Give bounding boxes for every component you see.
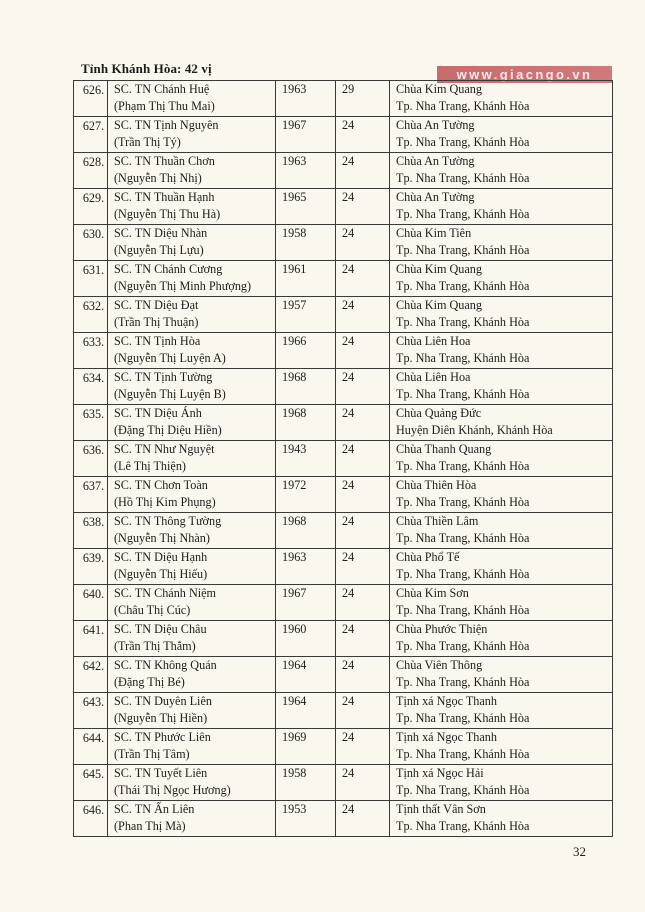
location: Tp. Nha Trang, Khánh Hòa [396, 351, 530, 366]
birth-year: 1967 [282, 118, 307, 132]
age-value: 24 [342, 226, 355, 240]
birth-year-cell [276, 765, 336, 801]
watermark-logo: www.giacngo.vn [437, 66, 612, 83]
birth-year-cell [276, 549, 336, 585]
table-row [74, 261, 613, 297]
name-cell [108, 225, 276, 261]
religious-name: SC. TN Chơn Toàn [114, 478, 208, 492]
religious-name: SC. TN Thuần Chơn [114, 154, 215, 168]
entry-number-cell [74, 189, 108, 225]
entry-number-cell [74, 513, 108, 549]
age-value: 24 [342, 154, 355, 168]
name-cell [108, 369, 276, 405]
birth-year: 1963 [282, 550, 307, 564]
table-row [74, 693, 613, 729]
age-value: 24 [342, 298, 355, 312]
birth-year-cell [276, 585, 336, 621]
birth-year-cell [276, 225, 336, 261]
birth-year-cell [276, 801, 336, 837]
age-value: 24 [342, 262, 355, 276]
birth-year-cell [276, 657, 336, 693]
entry-number: 641. [82, 623, 105, 637]
temple-name: Tịnh xá Ngọc Hải [396, 766, 484, 780]
age-value: 24 [342, 406, 355, 420]
religious-name: SC. TN Tuyết Liên [114, 766, 208, 780]
religious-name: SC. TN Chánh Niệm [114, 586, 217, 600]
name-cell [108, 189, 276, 225]
name-cell [108, 81, 276, 117]
age-cell [336, 225, 390, 261]
entry-number-cell [74, 765, 108, 801]
table-row [74, 549, 613, 585]
name-cell [108, 549, 276, 585]
entry-number: 640. [82, 587, 105, 601]
entry-number: 633. [82, 335, 105, 349]
entry-number-cell [74, 441, 108, 477]
age-cell [336, 477, 390, 513]
age-value: 24 [342, 370, 355, 384]
entry-number: 626. [82, 83, 105, 97]
lay-name: (Châu Thị Cúc) [114, 603, 191, 618]
birth-year: 1966 [282, 334, 307, 348]
place-cell [390, 189, 613, 225]
location: Tp. Nha Trang, Khánh Hòa [396, 387, 530, 402]
lay-name: (Trần Thị Tâm) [114, 747, 190, 762]
birth-year: 1968 [282, 406, 307, 420]
place-cell [390, 225, 613, 261]
name-cell [108, 117, 276, 153]
age-value: 24 [342, 334, 355, 348]
name-cell [108, 585, 276, 621]
lay-name: (Lê Thị Thiện) [114, 459, 186, 474]
name-cell [108, 477, 276, 513]
religious-name: SC. TN Diệu Đạt [114, 298, 199, 312]
name-cell [108, 693, 276, 729]
entry-number: 642. [82, 659, 105, 673]
table-row [74, 585, 613, 621]
location: Tp. Nha Trang, Khánh Hòa [396, 171, 530, 186]
entry-number-cell [74, 81, 108, 117]
table-row [74, 333, 613, 369]
lay-name: (Thái Thị Ngọc Hương) [114, 783, 231, 798]
table-row [74, 441, 613, 477]
name-cell [108, 297, 276, 333]
age-cell [336, 117, 390, 153]
location: Tp. Nha Trang, Khánh Hòa [396, 819, 530, 834]
age-cell [336, 513, 390, 549]
lay-name: (Nguyễn Thị Luyện A) [114, 351, 226, 366]
entry-number: 646. [82, 803, 105, 817]
location: Tp. Nha Trang, Khánh Hòa [396, 711, 530, 726]
name-cell [108, 801, 276, 837]
entry-number-cell [74, 153, 108, 189]
table-row [74, 297, 613, 333]
table-row [74, 477, 613, 513]
table-row [74, 729, 613, 765]
place-cell [390, 513, 613, 549]
religious-name: SC. TN Duyên Liên [114, 694, 212, 708]
age-cell [336, 549, 390, 585]
lay-name: (Nguyễn Thị Thu Hà) [114, 207, 221, 222]
birth-year: 1961 [282, 262, 307, 276]
birth-year: 1958 [282, 766, 307, 780]
lay-name: (Phan Thị Mà) [114, 819, 186, 834]
entry-number-cell [74, 261, 108, 297]
entry-number-cell [74, 477, 108, 513]
age-value: 24 [342, 514, 355, 528]
birth-year-cell [276, 81, 336, 117]
temple-name: Chùa Thiền Lâm [396, 514, 479, 528]
temple-name: Tịnh xá Ngọc Thanh [396, 694, 497, 708]
age-value: 24 [342, 442, 355, 456]
name-cell [108, 405, 276, 441]
location: Tp. Nha Trang, Khánh Hòa [396, 207, 530, 222]
table-row [74, 369, 613, 405]
entry-number-cell [74, 585, 108, 621]
place-cell [390, 765, 613, 801]
roster-table [73, 80, 613, 837]
entry-number: 629. [82, 191, 105, 205]
place-cell [390, 153, 613, 189]
table-row [74, 801, 613, 837]
location: Tp. Nha Trang, Khánh Hòa [396, 747, 530, 762]
name-cell [108, 657, 276, 693]
location: Tp. Nha Trang, Khánh Hòa [396, 531, 530, 546]
birth-year: 1968 [282, 370, 307, 384]
birth-year: 1964 [282, 694, 307, 708]
lay-name: (Nguyễn Thị Minh Phượng) [114, 279, 252, 294]
age-cell [336, 153, 390, 189]
birth-year-cell [276, 189, 336, 225]
name-cell [108, 765, 276, 801]
age-cell [336, 81, 390, 117]
age-cell [336, 693, 390, 729]
name-cell [108, 333, 276, 369]
birth-year-cell [276, 405, 336, 441]
age-value: 24 [342, 730, 355, 744]
age-value: 24 [342, 766, 355, 780]
place-cell [390, 333, 613, 369]
place-cell [390, 657, 613, 693]
table-row [74, 117, 613, 153]
temple-name: Chùa Liên Hoa [396, 370, 471, 384]
birth-year: 1969 [282, 730, 307, 744]
location: Tp. Nha Trang, Khánh Hòa [396, 495, 530, 510]
birth-year-cell [276, 117, 336, 153]
temple-name: Chùa Thanh Quang [396, 442, 492, 456]
table-row [74, 225, 613, 261]
birth-year: 1972 [282, 478, 307, 492]
lay-name: (Nguyễn Thị Hiền) [114, 711, 208, 726]
age-cell [336, 801, 390, 837]
location: Huyện Diên Khánh, Khánh Hòa [396, 423, 553, 438]
place-cell [390, 801, 613, 837]
lay-name: (Nguyễn Thị Lựu) [114, 243, 204, 258]
religious-name: SC. TN Diệu Ánh [114, 406, 202, 420]
lay-name: (Nguyễn Thị Hiếu) [114, 567, 208, 582]
religious-name: SC. TN Tịnh Hòa [114, 334, 201, 348]
name-cell [108, 441, 276, 477]
religious-name: SC. TN Chánh Huệ [114, 82, 210, 96]
location: Tp. Nha Trang, Khánh Hòa [396, 639, 530, 654]
age-cell [336, 405, 390, 441]
birth-year: 1958 [282, 226, 307, 240]
table-row [74, 189, 613, 225]
temple-name: Chùa Kim Quang [396, 82, 482, 96]
location: Tp. Nha Trang, Khánh Hòa [396, 279, 530, 294]
religious-name: SC. TN Tịnh Tường [114, 370, 213, 384]
lay-name: (Trần Thị Tý) [114, 135, 181, 150]
location: Tp. Nha Trang, Khánh Hòa [396, 567, 530, 582]
entry-number: 631. [82, 263, 105, 277]
entry-number-cell [74, 801, 108, 837]
temple-name: Chùa Kim Quang [396, 298, 482, 312]
religious-name: SC. TN Phước Liên [114, 730, 211, 744]
birth-year: 1964 [282, 658, 307, 672]
location: Tp. Nha Trang, Khánh Hòa [396, 135, 530, 150]
birth-year-cell [276, 729, 336, 765]
place-cell [390, 369, 613, 405]
place-cell [390, 549, 613, 585]
location: Tp. Nha Trang, Khánh Hòa [396, 783, 530, 798]
age-cell [336, 765, 390, 801]
entry-number: 630. [82, 227, 105, 241]
birth-year-cell [276, 333, 336, 369]
entry-number-cell [74, 225, 108, 261]
religious-name: SC. TN Như Nguyệt [114, 442, 215, 456]
age-cell [336, 441, 390, 477]
temple-name: Chùa Thiên Hòa [396, 478, 477, 492]
age-cell [336, 297, 390, 333]
entry-number: 636. [82, 443, 105, 457]
table-row [74, 765, 613, 801]
lay-name: (Trần Thị Thắm) [114, 639, 196, 654]
table-row [74, 621, 613, 657]
lay-name: (Hồ Thị Kim Phụng) [114, 495, 216, 510]
entry-number: 634. [82, 371, 105, 385]
birth-year-cell [276, 621, 336, 657]
table-row [74, 513, 613, 549]
age-cell [336, 729, 390, 765]
temple-name: Chùa Kim Quang [396, 262, 482, 276]
age-value: 24 [342, 622, 355, 636]
birth-year-cell [276, 297, 336, 333]
age-value: 24 [342, 478, 355, 492]
temple-name: Tịnh thất Vân Sơn [396, 802, 486, 816]
age-value: 24 [342, 190, 355, 204]
temple-name: Chùa Liên Hoa [396, 334, 471, 348]
birth-year: 1965 [282, 190, 307, 204]
religious-name: SC. TN Ấn Liên [114, 802, 195, 816]
birth-year: 1957 [282, 298, 307, 312]
location: Tp. Nha Trang, Khánh Hòa [396, 243, 530, 258]
temple-name: Chùa Viên Thông [396, 658, 483, 672]
religious-name: SC. TN Chánh Cương [114, 262, 223, 276]
name-cell [108, 153, 276, 189]
birth-year-cell [276, 513, 336, 549]
religious-name: SC. TN Diệu Châu [114, 622, 207, 636]
birth-year: 1967 [282, 586, 307, 600]
religious-name: SC. TN Diệu Hạnh [114, 550, 208, 564]
location: Tp. Nha Trang, Khánh Hòa [396, 315, 530, 330]
name-cell [108, 261, 276, 297]
religious-name: SC. TN Thuần Hạnh [114, 190, 215, 204]
location: Tp. Nha Trang, Khánh Hòa [396, 603, 530, 618]
entry-number-cell [74, 369, 108, 405]
age-cell [336, 333, 390, 369]
age-cell [336, 369, 390, 405]
place-cell [390, 729, 613, 765]
temple-name: Chùa An Tường [396, 118, 475, 132]
lay-name: (Đặng Thị Bé) [114, 675, 185, 690]
table-row [74, 153, 613, 189]
religious-name: SC. TN Không Quán [114, 658, 217, 672]
place-cell [390, 117, 613, 153]
lay-name: (Nguyễn Thị Luyện B) [114, 387, 226, 402]
entry-number: 637. [82, 479, 105, 493]
entry-number-cell [74, 693, 108, 729]
age-value: 24 [342, 118, 355, 132]
entry-number-cell [74, 549, 108, 585]
birth-year: 1963 [282, 154, 307, 168]
age-value: 29 [342, 82, 355, 96]
temple-name: Chùa Kim Sơn [396, 586, 469, 600]
birth-year: 1963 [282, 82, 307, 96]
lay-name: (Nguyễn Thị Nhị) [114, 171, 202, 186]
temple-name: Chùa Quảng Đức [396, 406, 482, 420]
lay-name: (Trần Thị Thuận) [114, 315, 199, 330]
entry-number: 645. [82, 767, 105, 781]
place-cell [390, 585, 613, 621]
place-cell [390, 693, 613, 729]
temple-name: Chùa An Tường [396, 190, 475, 204]
entry-number: 643. [82, 695, 105, 709]
religious-name: SC. TN Tịnh Nguyên [114, 118, 219, 132]
name-cell [108, 729, 276, 765]
birth-year: 1960 [282, 622, 307, 636]
age-cell [336, 657, 390, 693]
age-value: 24 [342, 550, 355, 564]
birth-year: 1968 [282, 514, 307, 528]
age-cell [336, 261, 390, 297]
entry-number-cell [74, 297, 108, 333]
entry-number-cell [74, 405, 108, 441]
religious-name: SC. TN Diệu Nhàn [114, 226, 208, 240]
entry-number-cell [74, 657, 108, 693]
age-cell [336, 621, 390, 657]
location: Tp. Nha Trang, Khánh Hòa [396, 675, 530, 690]
birth-year-cell [276, 153, 336, 189]
entry-number-cell [74, 729, 108, 765]
table-row [74, 81, 613, 117]
entry-number: 628. [82, 155, 105, 169]
religious-name: SC. TN Thông Tường [114, 514, 222, 528]
entry-number: 635. [82, 407, 105, 421]
age-cell [336, 585, 390, 621]
temple-name: Tịnh xá Ngọc Thanh [396, 730, 497, 744]
table-row [74, 657, 613, 693]
entry-number: 639. [82, 551, 105, 565]
place-cell [390, 81, 613, 117]
place-cell [390, 621, 613, 657]
age-cell [336, 189, 390, 225]
age-value: 24 [342, 694, 355, 708]
location: Tp. Nha Trang, Khánh Hòa [396, 459, 530, 474]
entry-number-cell [74, 621, 108, 657]
location: Tp. Nha Trang, Khánh Hòa [396, 99, 530, 114]
name-cell [108, 513, 276, 549]
place-cell [390, 441, 613, 477]
age-value: 24 [342, 586, 355, 600]
page-number: 32 [573, 844, 586, 859]
age-value: 24 [342, 658, 355, 672]
temple-name: Chùa An Tường [396, 154, 475, 168]
lay-name: (Đặng Thị Diệu Hiền) [114, 423, 222, 438]
entry-number: 627. [82, 119, 105, 133]
entry-number-cell [74, 333, 108, 369]
name-cell [108, 621, 276, 657]
place-cell [390, 405, 613, 441]
age-value: 24 [342, 802, 355, 816]
temple-name: Chùa Phổ Tế [396, 550, 460, 564]
temple-name: Chùa Phước Thiện [396, 622, 488, 636]
birth-year-cell [276, 693, 336, 729]
entry-number: 638. [82, 515, 105, 529]
place-cell [390, 297, 613, 333]
entry-number-cell [74, 117, 108, 153]
lay-name: (Nguyễn Thị Nhàn) [114, 531, 210, 546]
roster-body [74, 81, 613, 837]
entry-number: 632. [82, 299, 105, 313]
temple-name: Chùa Kim Tiên [396, 226, 472, 240]
birth-year-cell [276, 477, 336, 513]
birth-year: 1953 [282, 802, 307, 816]
lay-name: (Phạm Thị Thu Mai) [114, 99, 215, 114]
birth-year-cell [276, 441, 336, 477]
birth-year-cell [276, 369, 336, 405]
section-heading: Tỉnh Khánh Hòa: 42 vị [81, 61, 212, 76]
place-cell [390, 261, 613, 297]
table-row [74, 405, 613, 441]
birth-year: 1943 [282, 442, 307, 456]
birth-year-cell [276, 261, 336, 297]
place-cell [390, 477, 613, 513]
entry-number: 644. [82, 731, 105, 745]
